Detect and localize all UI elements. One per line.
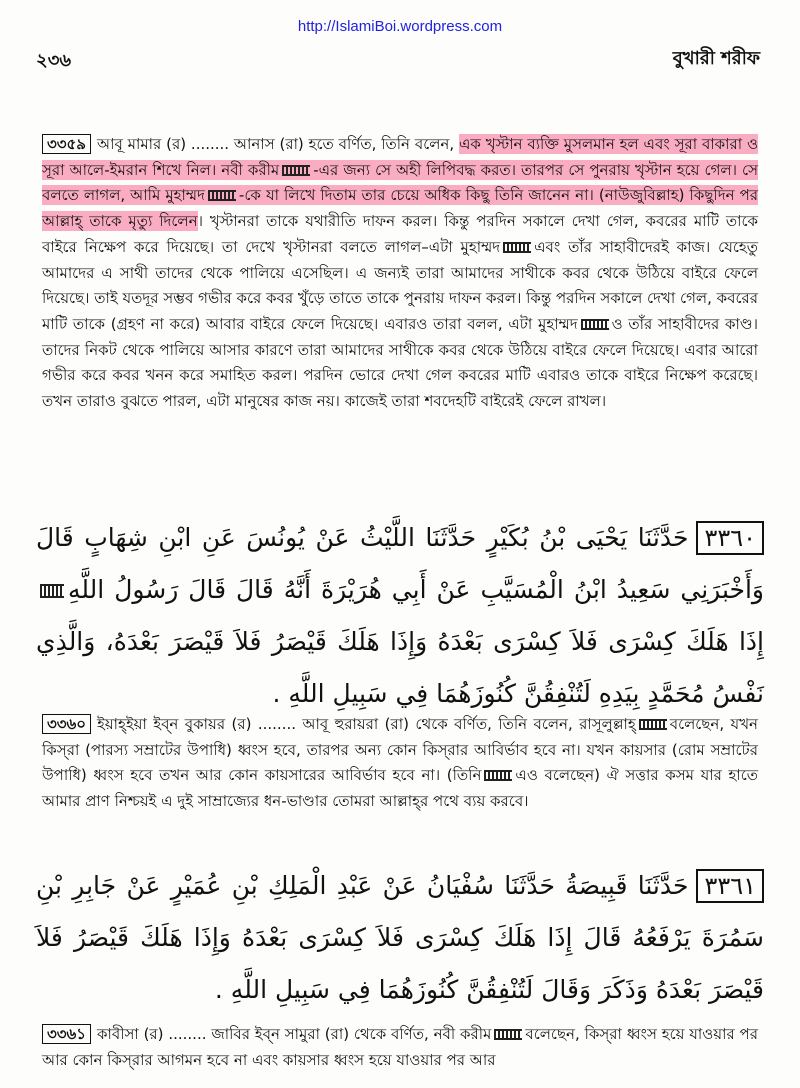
hadith-3361-text-b: বলেছেন, কিস্‌রা ধ্বংস হয়ে যাওয়ার পর আর কোন কিস্‌রার আগমন হবে না এবং কায়সার ধ্বংস হয়ে যাওয়ার পর আর [42,1025,758,1069]
hadith-3359-highlight-c: -কে যা লিখে দিতাম তার চেয়ে অধিক কিছু তিনি জানেন না। (নাউজুবিল্লাহ) কিছুদিন পর আল্লাহ্ তাকে মৃত্যু দিলেন [42,186,759,231]
site-url[interactable]: http://IslamiBoi.wordpress.com [297,18,503,35]
salutation-icon [581,319,609,330]
hadith-3359-highlight-b: -এর জন্য সে অহী লিপিবদ্ধ করত। তারপর সে পুনরায় খৃস্টান হয়ে গেল। সে বলতে লাগল, আমি মুহাম্মদ [42,160,758,205]
salutation-icon [503,242,531,253]
hadith-3360-text-a: ইয়াহ্ইয়া ইব্‌ন বুকায়র (র) ........ আবূ হুরায়রা (রা) থেকে বর্ণিত, তিনি বলেন, রাসূলুল্লাহ্ [97,715,636,733]
arabic-number-3361: ٣٣٦١ [696,869,764,903]
salutation-icon [484,770,512,781]
hadith-number-3359: ৩৩৫৯ [42,134,91,154]
salutation-icon [282,165,310,176]
arabic-3360-text-a: حَدَّثَنَا يَحْيَى بْنُ بُكَيْرٍ حَدَّثَنَا اللَّيْثُ عَنْ يُونُسَ عَنِ ابْنِ شِهَابٍ قَالَ وَأَخْبَرَنِي سَعِيدُ ابْنُ الْمُسَيَّبِ عَنْ أَبِي هُرَيْرَةَ أَنَّهُ قَالَ قَالَ رَسُولُ اللَّهِ [36,523,764,604]
hadith-3359-intro: আবূ মামার (র) ........ আনাস (রা) হতে বর্ণিত, তিনি বলেন, [96,135,455,153]
hadith-3359-highlight-a: এক খৃস্টান ব্যক্তি মুসলমান হল এবং সূরা বাকারা ও সূরা আলে-ইমরান শিখে নিল। নবী করীম [42,135,758,179]
hadith-3359-text-c: ও তাঁর সাহাবীদের কাণ্ড। তাদের নিকট থেকে পালিয়ে আসার কারণে তারা আমাদের সাথীকে কবর থেকে উঠিয়ে বাইরে ফেলে দিয়েছে। এবার আরো গভীর করে কবর খনন করে সমাহিত করল। পরদিন ভোরে দেখা গেল কবরের মাটি এবারও তাকে বাইরে নিক্ষেপ করেছে। তখন তারাও বুঝতে পারল, এটা মানুষের কাজ নয়। কাজেই তারা শবদেহটি বাইরেই ফেলে রাখল। [42,314,758,411]
salutation-icon [639,719,667,730]
hadith-3360-text-c: এও বলেছেন) ঐ সত্তার কসম যার হাতে আমার প্রাণ নিশ্চয়ই এ দুই সাম্রাজ্যের ধন-ভাণ্ডার তোমরা আল্লাহ্‌র পথে ব্যয় করবে। [42,766,758,811]
book-title: বুখারী শরীফ [672,48,760,69]
hadith-3361-paragraph [42,1022,758,1073]
hadith-3359-text-b: এবং তাঁর সাহাবীদেরই কাজ। যেহেতু আমাদের এ সাথী তাদের থেকে পালিয়ে এসেছিল। এ জন্যই তারা আমাদের সাথীকে কবর থেকে উঠিয়ে বাইরে ফেলে দিয়েছে। তাই যতদূর সম্ভব গভীর করে কবর খুঁড়ে তাতে তাকে পুনরায় দাফন করল। কিন্তু পরদিন সকালে দেখা গেল, কবরের মাটি তাকে (গ্রহণ না করে) আবার বাইরে ফেলে দিয়েছে। এবারও তারা বলল, এটা মুহাম্মদ [42,237,758,333]
salutation-icon [208,190,236,201]
hadith-3360-paragraph [42,712,758,815]
arabic-3361-text: حَدَّثَنَا قَبِيصَةُ حَدَّثَنَا سُفْيَانُ عَنْ عَبْدِ الْمَلِكِ بْنِ عُمَيْرٍ عَنْ جَابِرِ بْنِ سَمُرَةَ يَرْفَعُهُ قَالَ إِذَا هَلَكَ كِسْرَى فَلاَ كِسْرَى بَعْدَهُ وَإِذَا هَلَكَ قَيْصَرُ فَلاَ قَيْصَرَ بَعْدَهُ وَذَكَرَ وَقَالَ لَتُنْفِقُنَّ كُنُوزَهُمَا فِي سَبِيلِ اللَّهِ . [36,871,764,1004]
arabic-hadith-3360 [36,512,764,720]
hadith-3361-text-a: কাবীসা (র) ........ জাবির ইব্‌ন সামুরা (রা) থেকে বর্ণিত, নবী করীম [97,1025,492,1043]
salutation-icon [40,584,64,598]
arabic-hadith-3361 [36,860,764,1016]
hadith-3359-paragraph [42,132,758,415]
hadith-number-3360: ৩৩৬০ [42,714,91,734]
arabic-3360-text-b: إِذَا هَلَكَ كِسْرَى فَلاَ كِسْرَى بَعْدَهُ وَإِذَا هَلَكَ قَيْصَرُ فَلاَ قَيْصَرَ بَعْدَهُ، وَالَّذِي نَفْسُ مُحَمَّدٍ بِيَدِهِ لَتُنْفِقُنَّ كُنُوزَهُمَا فِي سَبِيلِ اللَّهِ . [36,627,764,708]
salutation-icon [494,1029,522,1040]
hadith-number-3361: ৩৩৬১ [42,1024,91,1044]
hadith-3360-text-b: বলেছেন, যখন কিস্‌রা (পারস্য সম্রাটের উপাধি) ধ্বংস হবে, তারপর অন্য কোন কিস্‌রার আবির্ভাব হবে না। যখন কায়সার (রোম সম্রাটের উপাধি) ধ্বংস হবে তখন আর কোন কায়সারের আবির্ভাব হবে না। (তিনি [42,715,758,785]
hadith-3359-text-a: । খৃস্টানরা তাকে যথারীতি দাফন করল। কিন্তু পরদিন সকালে দেখা গেল, কবরের মাটি তাকে বাইরে নিক্ষেপ করে দিয়েছে। তা দেখে খৃস্টানরা বলতে লাগল–এটা মুহাম্মদ [42,212,759,256]
page-number: ২৩৬ [36,50,72,71]
arabic-number-3360: ٣٣٦٠ [696,521,764,555]
